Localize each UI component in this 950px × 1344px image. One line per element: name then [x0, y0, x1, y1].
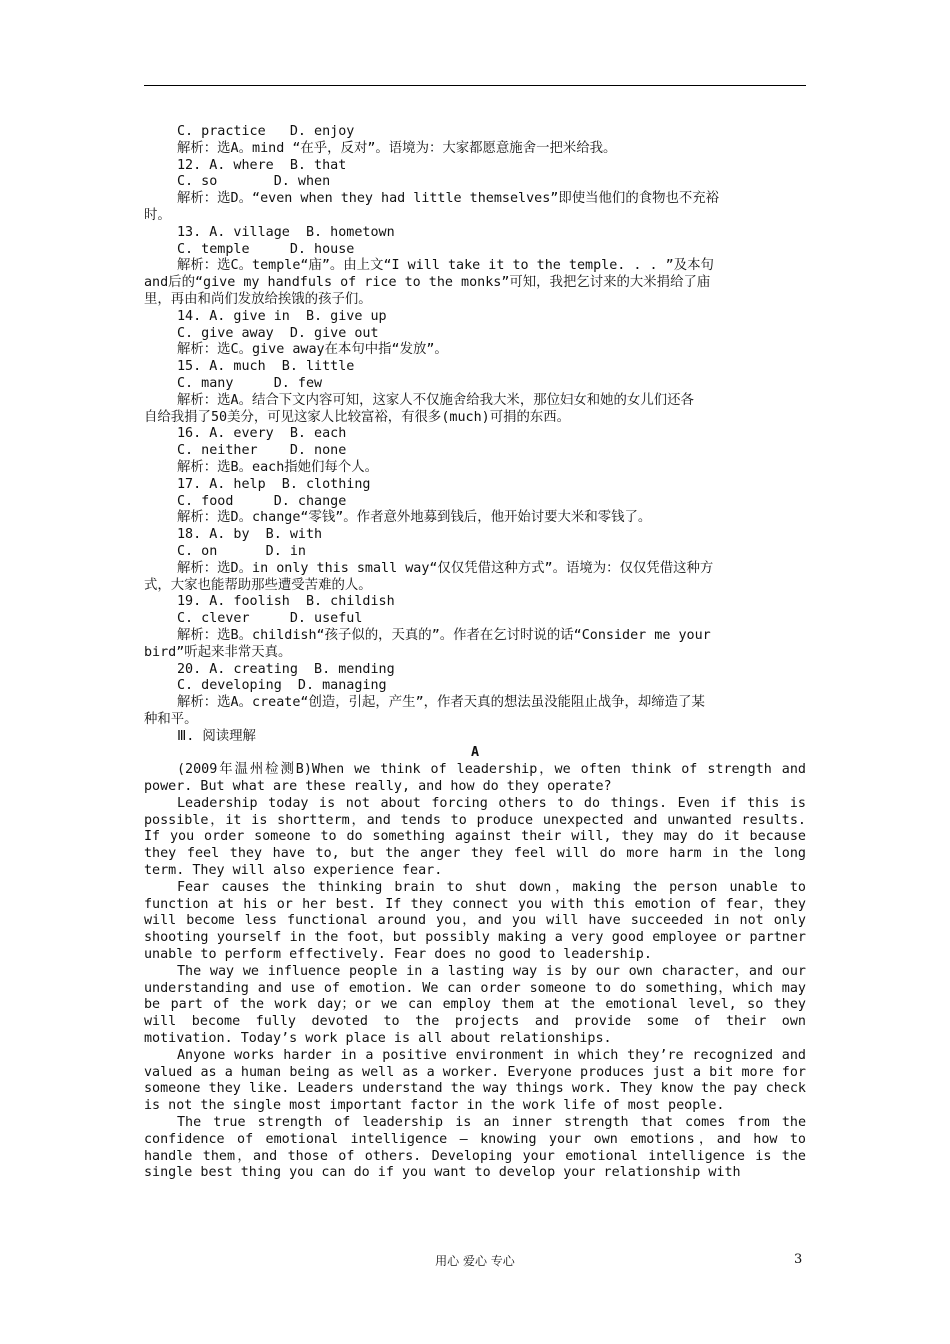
text-line: 16. A. every B. each	[177, 426, 347, 442]
text-line: 解析：选D。in only this small way“仅仅凭借这种方式”。语境为：仅仅凭借这种方	[177, 560, 714, 576]
text-line: 20. A. creating B. mending	[177, 661, 395, 677]
text-line: Ⅲ. 阅读理解	[177, 728, 256, 744]
text-line: 解析：选B。childish“孩子似的，天真的”。作者在乞讨时说的话“Consider me your	[177, 627, 711, 643]
text-line: C. food D. change	[177, 493, 347, 509]
text-line: 式，大家也能帮助那些遭受苦难的人。	[144, 577, 372, 593]
text-line: C. give away D. give out	[177, 325, 379, 341]
text-line: 解析：选B。each指她们每个人。	[177, 459, 378, 475]
page-number: 3	[794, 1252, 803, 1267]
text-line: 解析：选A。结合下文内容可知，这家人不仅施舍给我大米，那位妇女和她的女儿们还各	[177, 392, 694, 408]
passage-paragraph: The way we influence people in a lasting way is by our own character，and our understanding and use of emotion. We can order someone to do something，which may be part of the work day；or we can employ them at the emotional level, so they will become fully devoted to the projects and provide some of their own motivation. Today’s work place is all about relationships.	[144, 963, 806, 1047]
text-line: 17. A. help B. clothing	[177, 476, 371, 492]
text-line: 种和平。	[144, 711, 198, 727]
text-line: C. so D. when	[177, 174, 331, 190]
passage-paragraph: (2009年温州检测B)When we think of leadership，we often think of strength and power. But what are these really, and how do they operate?	[144, 762, 806, 795]
reading-passage	[144, 762, 806, 1182]
text-line: 14. A. give in B. give up	[177, 308, 387, 324]
text-line: C. clever D. useful	[177, 611, 363, 627]
text-line: 解析：选D。“even when they had little themselves”即使当他们的食物也不充裕	[177, 191, 720, 207]
passage-paragraph: Anyone works harder in a positive environment in which they’re recognized and valued as a human being as well as a worker. Everyone produces just a bit more for someone they like. Leaders understand the way things work. They know the pay check is not the single most important factor in the work life of most people.	[144, 1047, 806, 1114]
text-line: and后的“give my handfuls of rice to the monks”可知，我把乞讨来的大米捐给了庙	[144, 275, 711, 291]
text-line: 12. A. where B. that	[177, 157, 347, 173]
footer-slogan: 用心 爱心 专心	[435, 1254, 515, 1268]
answer-lines	[144, 124, 806, 745]
section-title: A	[470, 745, 480, 761]
text-line: 解析：选C。temple“庙”。由上文“I will take it to the temple. . . ”及本句	[177, 258, 714, 274]
text-line: C. on D. in	[177, 543, 306, 559]
text-line: bird”听起来非常天真。	[144, 644, 292, 660]
passage-paragraph: The true strength of leadership is an inner strength that comes from the confidence of emotional intelligence — knowing your own emotions，and how to handle them，and those of others. Developing your emotional intelligence is the single best thing you can do if you want to develop your relationship with	[144, 1115, 806, 1181]
text-line: C. temple D. house	[177, 241, 355, 257]
text-line: C. practice D. enjoy	[177, 124, 355, 139]
text-line: 19. A. foolish B. childish	[177, 594, 395, 610]
text-line: 解析：选A。create“创造，引起，产生”，作者天真的想法虽没能阻止战争，却缔造了某	[177, 695, 705, 711]
text-line: 解析：选D。change“零钱”。作者意外地募到钱后，他开始讨要大米和零钱了。	[177, 510, 652, 526]
passage-paragraph: Leadership today is not about forcing others to do things. Even if this is possible，it is shortterm，and tends to produce unexpected and unwanted results. If you order someone to do something against their will, they may do it because they feel they have to, but the anger they feel will do more harm in the long term. They will also experience fear.	[144, 795, 806, 879]
text-line: 自给我捐了50美分，可见这家人比较富裕，有很多(much)可捐的东西。	[144, 409, 571, 425]
document-body	[144, 124, 806, 1182]
text-line: C. neither D. none	[177, 443, 347, 459]
text-line: 时。	[144, 207, 171, 223]
text-line: 18. A. by B. with	[177, 527, 323, 543]
text-line: C. developing D. managing	[177, 678, 387, 694]
text-line: 解析：选A。mind “在乎，反对”。语境为：大家都愿意施舍一把米给我。	[177, 140, 617, 156]
text-line: 里，再由和尚们发放给挨饿的孩子们。	[144, 291, 372, 307]
text-line: 15. A. much B. little	[177, 359, 355, 375]
header-rule	[144, 85, 806, 86]
text-line: C. many D. few	[177, 375, 323, 391]
text-line: 13. A. village B. hometown	[177, 224, 395, 240]
passage-paragraph: Fear causes the thinking brain to shut down，making the person unable to function at his or her best. If they connect you with this emotion of fear，they will become less functional around you，and you will have succeeded in not only shooting yourself in the foot，but possibly making a very good employee or partner unable to perform effectively. Fear does no good to leadership.	[144, 879, 806, 963]
text-line: 解析：选C。give away在本句中指“发放”。	[177, 342, 448, 358]
